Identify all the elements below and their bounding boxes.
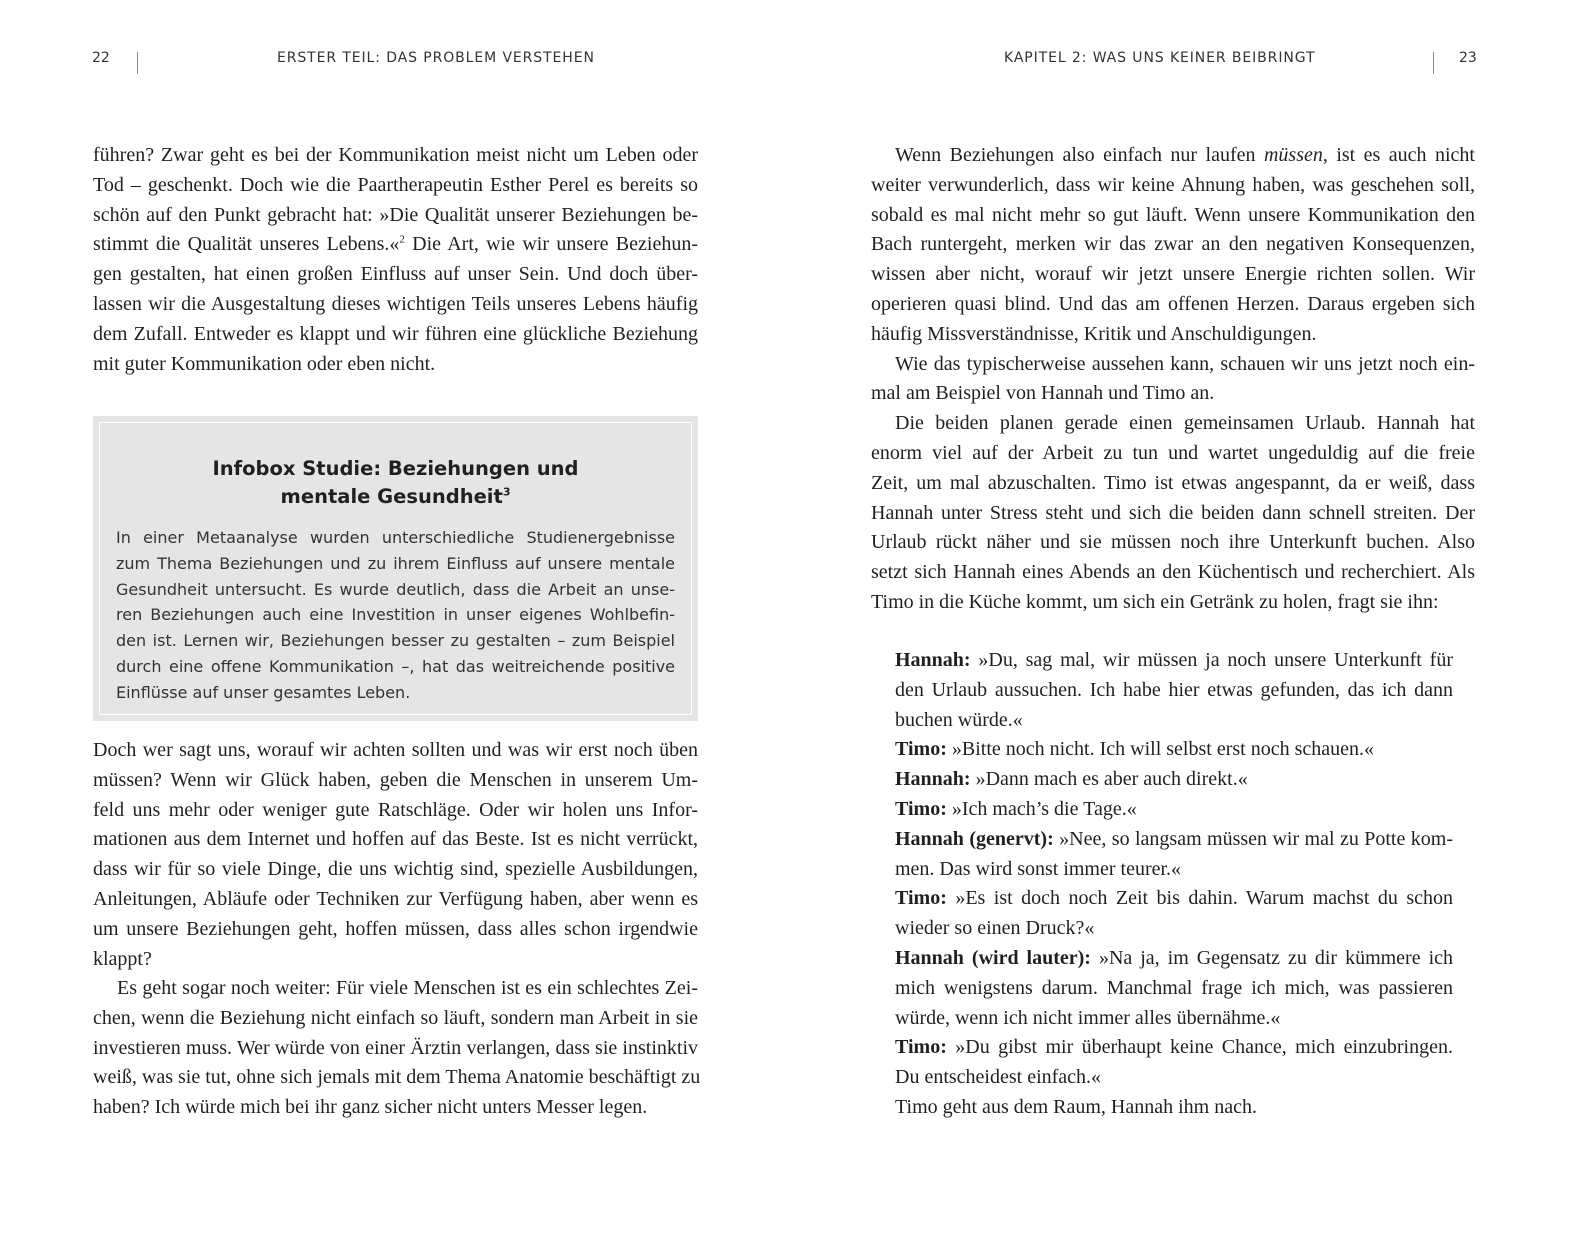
left-paragraph-3: Es geht sogar noch weiter: Für viele Menschen ist es ein schlechtes Zei- chen, wenn die Beziehung nicht einfach so läuft, sondern man Arbeit in sie investieren muss. Wer würde von einer Ärztin verlangen, dass sie instinktiv weiß, was sie tut, ohne sich jemals mit dem Thema Anatomie beschäftigt zu haben? Ich würde mich bei ihr ganz sicher nicht unters Messer legen. xyxy=(93,977,701,1119)
header-divider-left xyxy=(137,52,138,74)
right-paragraph-2: Wie das typischerweise aussehen kann, schauen wir uns jetzt noch ein- xyxy=(895,352,1475,375)
footnote-ref-3: 3 xyxy=(502,485,511,499)
left-paragraph-2: Doch wer sagt uns, worauf wir achten sollten und was wir erst noch üben müssen? Wenn wir Glück haben, geben die Menschen in unserem Um- feld uns mehr oder weniger gute Ratschläge. Oder wir holen uns Infor- mationen aus dem Internet und hoffen auf das Beste. Ist es nicht verrückt, dass wir für so viele Dinge, die uns wichtig sind, spezielle Ausbildungen, Anleitungen, Abläufe oder Techniken zur Verfügung haben, aber wenn es um unsere Beziehungen geht, hoffen müssen, dass alles schon irgendwie klappt? xyxy=(93,739,698,970)
infobox-text: In einer Metaanalyse wurden unterschiedliche Studienergebnisse zum Thema Beziehungen und zu ihrem Einfluss auf unsere mentale Gesundheit untersucht. Es wurde deutlich, dass die Arbeit an unse- ren Beziehungen auch eine Investition in unser eigenes Wohlbefin- den ist. Lernen wir, Beziehungen besser zu gestalten – zum Beispiel durch eine offene Kommunikation –, hat das weitreichende positive Einflüsse auf unser gesamtes Leben. xyxy=(116,528,675,702)
running-head-right: KAPITEL 2: WAS UNS KEINER BEIBRINGT xyxy=(1004,50,1316,66)
page-number-left: 22 xyxy=(92,50,110,66)
right-paragraph-1: Wenn Beziehungen also einfach nur laufen müssen, ist es auch nicht weiter verwunderlich, dass wir keine Ahnung haben, was geschehen soll, sobald es mal nicht mehr so gut läuft. Wenn unsere Kommunikation den Bach runtergeht, merken wir das zwar an den negativen Konsequenzen, wissen aber nicht, worauf wir jetzt unsere Energie richten sollen. Wir operieren quasi blind. Und das am offenen Herzen. Daraus ergeben sich häufig Missverständnisse, Kritik und Anschuldigungen. Wie das typischerweise aussehen kann, schauen wir uns jetzt noch ein- mal am Beispiel von Hannah und Timo an. Die beiden planen gerade einen gemeinsamen Urlaub. Hannah hat enorm viel auf der Arbeit zu tun und wartet ungeduldig auf die freie Zeit, um mal abzuschalten. Timo ist etwas angespannt, da er weiß, dass Hannah unter Stress steht und sich die beiden dann schnell streiten. Der Urlaub rückt näher und sie müssen noch ihre Unterkunft buchen. Also setzt sich Hannah eines Abends an den Küchentisch und recherchiert. Als Timo in die Küche kommt, um sich ein Getränk zu holen, fragt sie ihn: xyxy=(871,144,1475,613)
page-number-right: 23 xyxy=(1459,50,1477,66)
footnote-ref-2: 2 xyxy=(399,233,405,246)
header-divider-right xyxy=(1433,52,1434,74)
left-paragraph-1: führen? Zwar geht es bei der Kommunikation meist nicht um Leben oder Tod – geschenkt. Doch wie die Paartherapeutin Esther Perel es bereits so schön auf den Punkt gebracht hat: »Die Qualität unserer Beziehungen be- stimmt die Qualität unseres Lebens.«$^2$ Die Art, wie wir unsere Beziehun- gen gestalten, hat einen großen Einfluss auf unser Sein. Und doch über- lassen wir die Ausgestaltung dieses wichtigen Teils unseres Lebens häufig dem Zufall. Entweder es klappt und wir führen eine glückliche Beziehung mit guter Kommunikation oder eben nicht. xyxy=(93,144,698,375)
dialogue: Hannah: »Du, sag mal, wir müssen ja noch unsere Unterkunft für den Urlaub aussuchen. Ich habe hier etwas gefunden, das ich dann buchen würde.« Timo: »Bitte noch nicht. Ich will selbst erst noch schauen.« Hannah: »Dann mach es aber auch direkt.« Timo: »Ich mach’s die Tage.« Hannah (genervt): »Nee, so langsam müssen wir mal zu Potte kom- men. Das wird sonst immer teurer.« Timo: »Es ist doch noch Zeit bis dahin. Warum machst du schon wieder so einen Druck?« Hannah (wird lauter): »Na ja, im Gegensatz zu dir kümmere ich mich wenigstens darum. Manchmal frage ich mich, was passieren würde, wenn ich nicht immer alles übernähme.« Timo: »Du gibst mir überhaupt keine Chance, mich einzubringen. Du entscheidest einfach.« Timo geht aus dem Raum, Hannah ihm nach. xyxy=(895,646,1453,1123)
running-head-left: ERSTER TEIL: DAS PROBLEM VERSTEHEN xyxy=(277,50,595,66)
emphasis: müssen xyxy=(1263,144,1323,166)
right-page xyxy=(797,0,1594,1240)
infobox xyxy=(93,416,698,721)
infobox-title: Infobox Studie: Beziehungen und mentale Gesundheit$^3$ xyxy=(212,457,579,508)
infobox-border xyxy=(99,422,692,715)
right-paragraph-3: Die beiden planen gerade einen gemeinsamen Urlaub. Hannah hat xyxy=(895,412,1475,435)
dialogue-closing: Timo geht aus dem Raum, Hannah ihm nach. xyxy=(895,1095,1257,1118)
